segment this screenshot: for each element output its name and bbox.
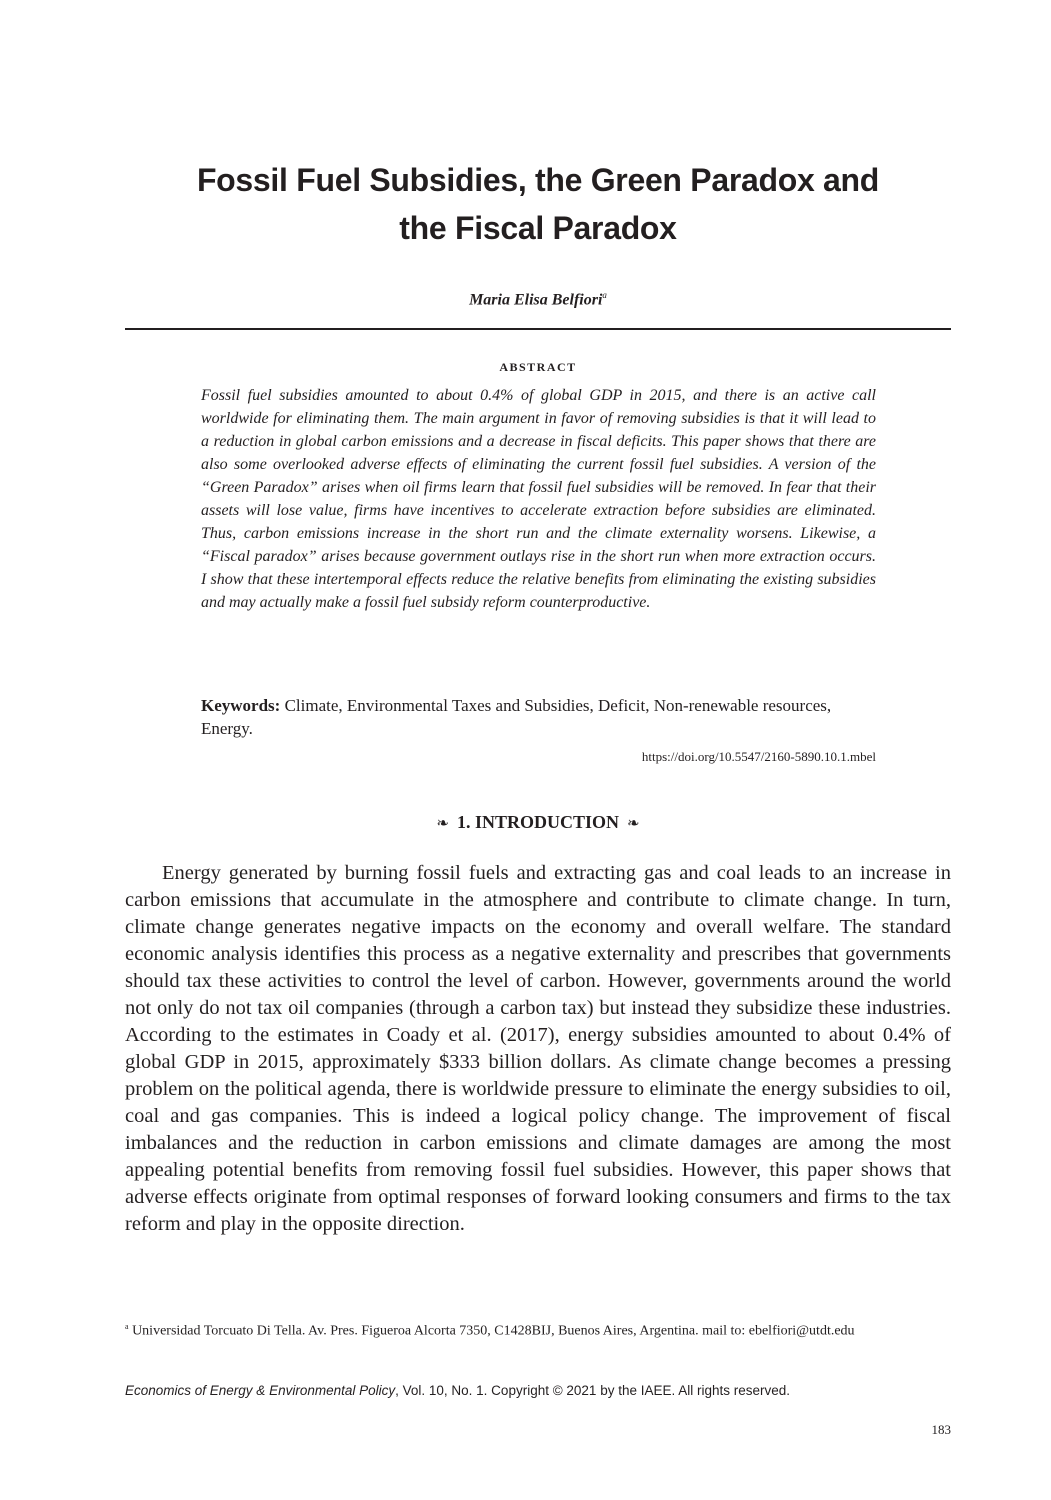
footnote bbox=[125, 1316, 951, 1342]
paper-title-line-2: the Fiscal Paradox bbox=[399, 210, 677, 246]
abstract-heading: ABSTRACT bbox=[499, 360, 577, 374]
journal-citation bbox=[125, 1383, 951, 1398]
keywords-text: Climate, Environmental Taxes and Subsidies, Deficit, Non-renewable resources, Energy. bbox=[201, 696, 832, 738]
footnote-text: Universidad Torcuato Di Tella. Av. Pres. Figueroa Alcorta 7350, C1428BIJ, Buenos Aires, Argentina. mail to: ebelfiori@utdt.edu bbox=[132, 1323, 855, 1339]
abstract-text: Fossil fuel subsidies amounted to about 0.4% of global GDP in 2015, and there is an active call worldwide for eliminating them. The main argument in favor of removing subsidies is that it will lead to a reduction in global carbon emissions and a decrease in fiscal deficits. This paper shows that there are also some overlooked adverse effects of eliminating the current fossil fuel subsidies. A version of the “Green Paradox” arises when oil firms learn that fossil fuel subsidies will be removed. In fear that their assets will lose value, firms have incentives to accelerate extraction before subsidies are eliminated. Thus, carbon emissions increase in the short run and the climate externality worsens. Likewise, a “Fiscal paradox” arises because government outlays rise in the short run when more extraction occurs. I show that these intertemporal effects reduce the relative benefits from eliminating the existing subsidies and may actually make a fossil fuel subsidy reform counterproductive. bbox=[201, 387, 876, 611]
section-heading-text: 1. INTRODUCTION bbox=[456, 812, 620, 832]
author-affiliation-marker: a bbox=[602, 290, 607, 300]
ornament-right-icon: ❧ bbox=[627, 816, 640, 832]
keywords-label: Keywords: bbox=[201, 696, 281, 715]
title-divider bbox=[125, 328, 951, 330]
keywords bbox=[201, 694, 876, 740]
introduction-paragraph: Energy generated by burning fossil fuels and extracting gas and coal leads to an increase in carbon emissions that accumulate in the atmosphere and contribute to climate change. In turn, climate change generates negative impacts on the economy and overall welfare. The standard economic analysis identifies this process as a negative externality and prescribes that governments should tax these activities to control the level of carbon. However, governments around the world not only do not tax oil companies (through a carbon tax) but instead they subsidize these industries. According to the estimates in Coady et al. (2017), energy subsidies amounted to about 0.4% of global GDP in 2015, approximately $333 billion dollars. As climate change becomes a pressing problem on the political agenda, there is worldwide pressure to eliminate the energy subsidies to oil, coal and gas companies. This is indeed a logical policy change. The improvement of fiscal imbalances and the reduction in carbon emissions and climate damages are among the most appealing potential benefits from removing fossil fuel subsidies. However, this paper shows that adverse effects originate from optimal responses of forward looking consumers and firms to the tax reform and play in the opposite direction. bbox=[125, 862, 951, 1235]
paper-title bbox=[125, 156, 951, 252]
author-name: Maria Elisa Belfiori bbox=[469, 291, 603, 309]
page-number: 183 bbox=[931, 1422, 951, 1437]
journal-details: , Vol. 10, No. 1. Copyright © 2021 by the IAEE. All rights reserved. bbox=[395, 1383, 791, 1398]
doi-link[interactable]: https://doi.org/10.5547/2160-5890.10.1.mbel bbox=[641, 749, 876, 764]
ornament-left-icon: ❧ bbox=[436, 816, 449, 832]
journal-name: Economics of Energy & Environmental Policy bbox=[125, 1383, 396, 1398]
author bbox=[125, 290, 951, 309]
paper-title-line-1: Fossil Fuel Subsidies, the Green Paradox and bbox=[196, 162, 880, 198]
footnote-marker: a bbox=[125, 1322, 129, 1331]
section-heading bbox=[125, 812, 951, 833]
